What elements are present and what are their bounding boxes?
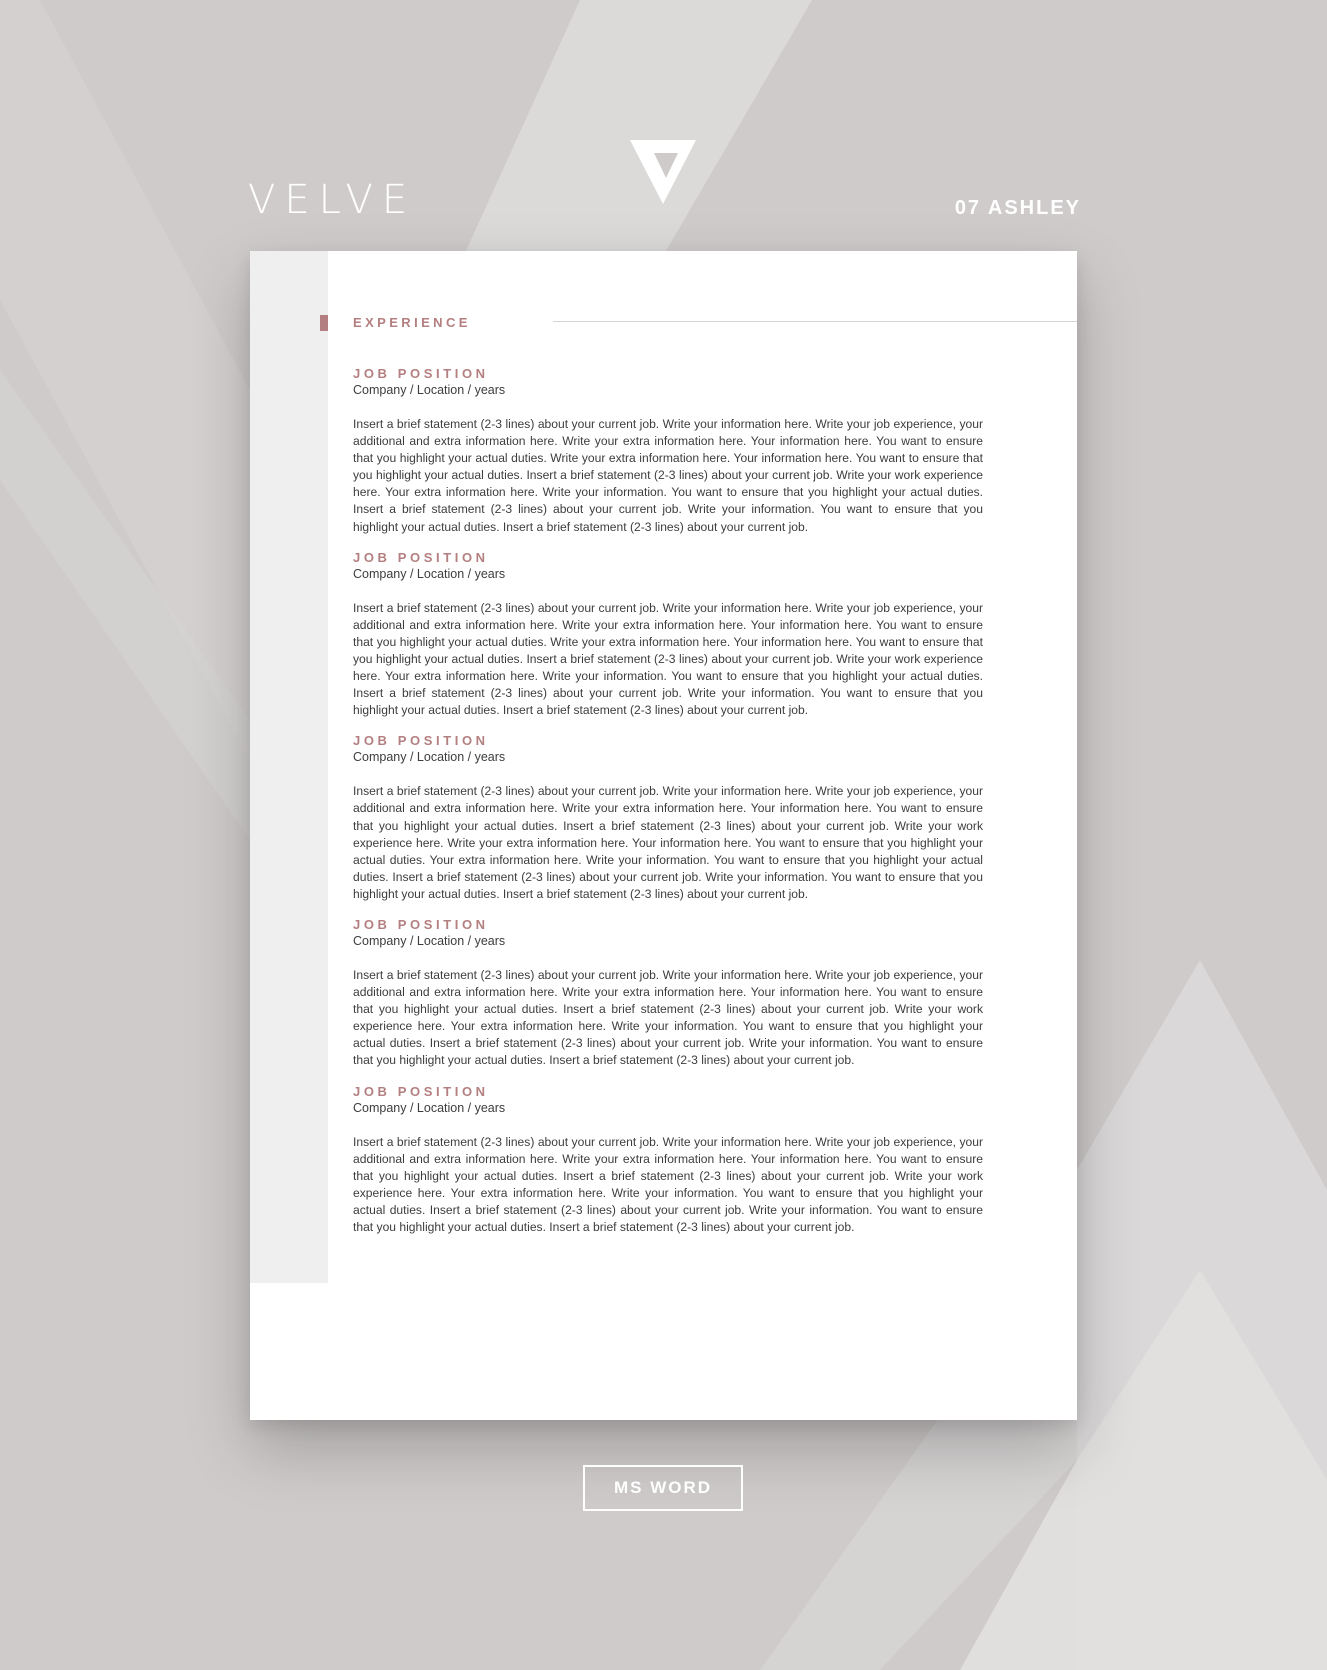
job-entry — [353, 733, 983, 903]
job-description: Insert a brief statement (2-3 lines) about your current job. Write your information here. Write your job experience, your additional and extra information here. Write your extra information here. Your information here. You want to ensure that you highlight your actual duties. Write your extra information here. Your information here. You want to ensure that you highlight your actual duties. Insert a brief statement (2-3 lines) about your current job. Write your work experience here. Your extra information here. Write your information. You want to ensure that you highlight your actual duties. Insert a brief statement (2-3 lines) about your current job. Write your information. You want to ensure that you highlight your actual duties. Insert a brief statement (2-3 lines) about your current job. — [353, 417, 983, 534]
section-marker — [320, 315, 328, 331]
job-meta: Company / Location / years — [353, 750, 506, 765]
ms-word-format-button[interactable]: MS WORD — [583, 1465, 743, 1511]
job-entry — [353, 550, 983, 720]
job-entry — [353, 366, 983, 536]
resume-page — [250, 251, 1077, 1420]
inverted-triangle-logo-icon — [630, 140, 696, 204]
job-meta: Company / Location / years — [353, 1100, 506, 1115]
job-meta: Company / Location / years — [353, 566, 506, 581]
job-entry — [353, 917, 983, 1070]
section-divider — [553, 321, 1077, 322]
brand-wordmark: VELVE — [248, 177, 417, 223]
experience-list — [353, 366, 983, 1250]
job-meta: Company / Location / years — [353, 383, 506, 397]
job-title: JOB POSITION — [353, 733, 489, 749]
template-name: 07 ASHLEY — [954, 197, 1081, 219]
job-title: JOB POSITION — [353, 366, 489, 381]
job-meta: Company / Location / years — [353, 933, 506, 948]
job-entry — [353, 1084, 983, 1237]
page-sidebar — [250, 251, 328, 1283]
job-title: JOB POSITION — [353, 916, 489, 932]
job-title: JOB POSITION — [353, 549, 489, 565]
job-description: Insert a brief statement (2-3 lines) about your current job. Write your information here. Write your job experience, your additional and extra information here. Write your extra information here. Your information here. You want to ensure that you highlight your actual duties. Insert a brief statement (2-3 lines) about your current job. Write your work experience here. Your extra information here. Write your information. You want to ensure that you highlight your actual duties. Insert a brief statement (2-3 lines) about your current job. Write your information. You want to ensure that you highlight your actual duties. Insert a brief statement (2-3 lines) about your current job. — [353, 967, 983, 1068]
section-title: EXPERIENCE — [353, 315, 471, 330]
job-title: JOB POSITION — [353, 1083, 489, 1099]
job-description: Insert a brief statement (2-3 lines) about your current job. Write your information here. Write your job experience, your additional and extra information here. Write your extra information here. Your information here. You want to ensure that you highlight your actual duties. Write your extra information here. Your information here. You want to ensure that you highlight your actual duties. Insert a brief statement (2-3 lines) about your current job. Write your work experience here. Your extra information here. Write your information. You want to ensure that you highlight your actual duties. Insert a brief statement (2-3 lines) about your current job. Write your information. You want to ensure that you highlight your actual duties. Insert a brief statement (2-3 lines) about your current job. — [353, 600, 983, 718]
job-description: Insert a brief statement (2-3 lines) about your current job. Write your information here. Write your job experience, your additional and extra information here. Write your extra information here. Your information here. You want to ensure that you highlight your actual duties. Insert a brief statement (2-3 lines) about your current job. Write your work experience here. Your extra information here. Write your information. You want to ensure that you highlight your actual duties. Insert a brief statement (2-3 lines) about your current job. Write your information. You want to ensure that you highlight your actual duties. Insert a brief statement (2-3 lines) about your current job. — [353, 1134, 983, 1234]
job-description: Insert a brief statement (2-3 lines) about your current job. Write your information here. Write your job experience, your additional and extra information here. Write your extra information here. Your information here. You want to ensure that you highlight your actual duties. Insert a brief statement (2-3 lines) about your current job. Write your work experience here. Write your extra information here. Your information here. You want to ensure that you highlight your actual duties. Your extra information here. Write your information. You want to ensure that you highlight your actual duties. Insert a brief statement (2-3 lines) about your current job. Write your information. You want to ensure that you highlight your actual duties. Insert a brief statement (2-3 lines) about your current job. — [353, 784, 983, 901]
